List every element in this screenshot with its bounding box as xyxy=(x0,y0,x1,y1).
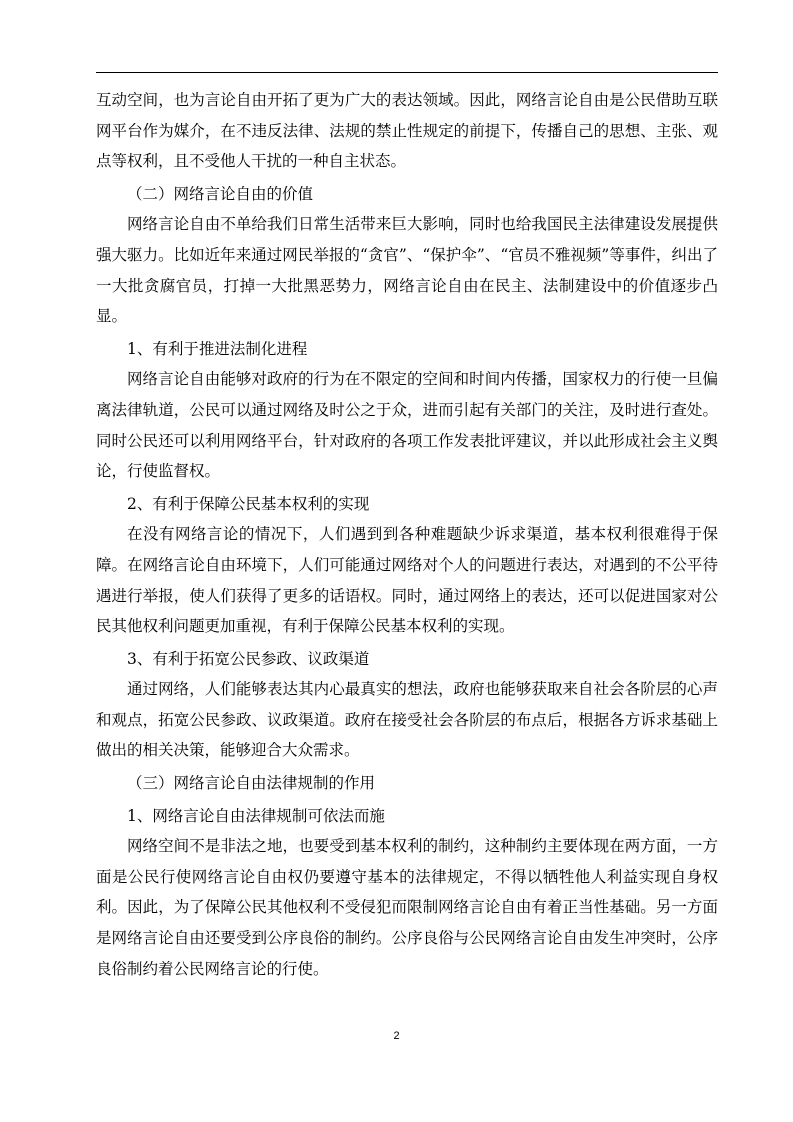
section-heading-2: （二）网络言论自由的价值 xyxy=(127,184,314,203)
paragraph-1: 互动空间，也为言论自由开拓了更为广大的表达领域。因此，网络言论自由是公民借助互联网平台作为媒介，在不违反法律、法规的禁止性规定的前提下，传播自己的思想、主张、观点等权利，且不受他人干扰的一种自主状态。 xyxy=(96,91,718,171)
subheading-2: 2、有利于保障公民基本权利的实现 xyxy=(127,494,370,513)
subheading-4: 1、网络言论自由法律规制可依法而施 xyxy=(127,806,385,825)
subheading-3: 3、有利于拓宽公民参政、议政渠道 xyxy=(127,649,370,668)
paragraph-5: 通过网络，人们能够表达其内心最真实的想法，政府也能够获取来自社会各阶层的心声和观点，拓宽公民参政、议政渠道。政府在接受社会各阶层的布点后，根据各方诉求基础上做出的相关决策，能够迎合大众需求。 xyxy=(96,680,718,760)
page-number: 2 xyxy=(393,1030,400,1042)
paragraph-4: 在没有网络言论的情况下，人们遇到到各种难题缺少诉求渠道，基本权利很难得于保障。在网络言论自由环境下，人们可能通过网络对个人的问题进行表达，对遇到的不公平待遇进行举报，使人们获得了更多的话语权。同时，通过网络上的表达，还可以促进国家对公民其他权利问题更加重视，有利于保障公民基本权利的实现。 xyxy=(96,525,718,636)
section-heading-3: （三）网络言论自由法律规制的作用 xyxy=(127,774,376,793)
subheading-1: 1、有利于推进法制化进程 xyxy=(127,339,308,358)
paragraph-6: 网络空间不是非法之地，也要受到基本权利的制约，这种制约主要体现在两方面，一方面是公民行使网络言论自由权仍要遵守基本的法律规定，不得以牺牲他人利益实现自身权利。因此，为了保障公民其他权利不受侵犯而限制网络言论自由有着正当性基础。另一方面是网络言论自由还要受到公序良俗的制约。公序良俗与公民网络言论自由发生冲突时，公序良俗制约着公民网络言论的行使。 xyxy=(96,837,718,978)
paragraph-2: 网络言论自由不单给我们日常生活带来巨大影响，同时也给我国民主法律建设发展提供强大驱力。比如近年来通过网民举报的“贪官”、“保护伞”、“官员不雅视频”等事件，纠出了一大批贪腐官员，打掉一大批黑恶势力，网络言论自由在民主、法制建设中的价值逐步凸显。 xyxy=(96,215,718,326)
document-body xyxy=(96,85,718,984)
paragraph-3: 网络言论自由能够对政府的行为在不限定的空间和时间内传播，国家权力的行使一旦偏离法律轨道，公民可以通过网络及时公之于众，进而引起有关部门的关注，及时进行查处。同时公民还可以利用网络平台，针对政府的各项工作发表批评建议，并以此形成社会主义舆论，行使监督权。 xyxy=(96,370,718,481)
header-rule xyxy=(96,72,718,73)
